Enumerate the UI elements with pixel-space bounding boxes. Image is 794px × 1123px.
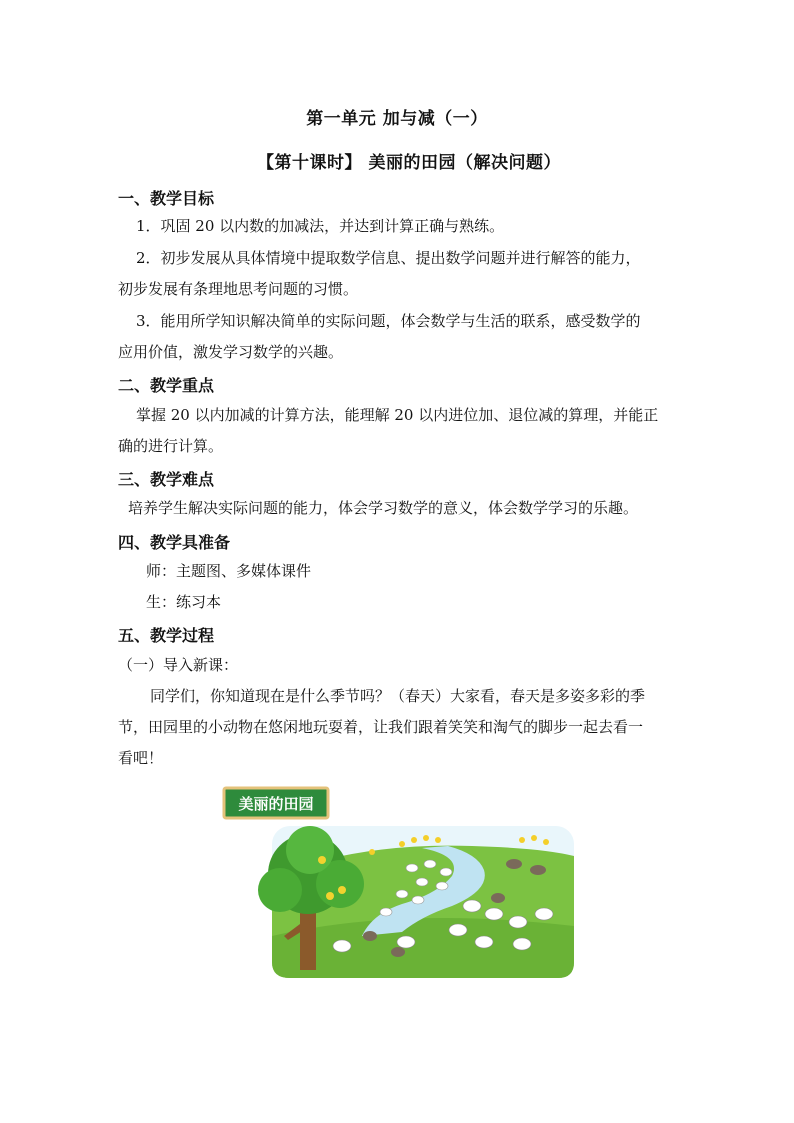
goals-heading: 一、教学目标	[118, 189, 215, 208]
goal-item-3-line1: 3．能用所学知识解决简单的实际问题，体会数学与生活的联系，感受数学的	[136, 312, 641, 330]
intro-paragraph-line2: 节，田园里的小动物在悠闲地玩耍着，让我们跟着笑笑和淘气的脚步一起去看一	[118, 718, 644, 736]
goal-item-2-line2: 初步发展有条理地思考问题的习惯。	[118, 280, 359, 298]
banner-text: 美丽的田园	[238, 795, 314, 813]
prep-teacher: 师：主题图、多媒体课件	[146, 562, 312, 580]
goal-item-2-line1: 2．初步发展从具体情境中提取数学信息、提出数学问题并进行解答的能力，	[136, 249, 641, 267]
process-heading: 五、教学过程	[118, 626, 215, 645]
prep-student: 生：练习本	[146, 593, 222, 611]
lesson-subtitle: 【第十课时】 美丽的田园（解决问题）	[257, 153, 561, 173]
farm-illustration	[222, 786, 578, 982]
farm-scene-svg	[222, 786, 578, 982]
intro-paragraph-line3: 看吧！	[118, 749, 164, 767]
key-heading: 二、教学重点	[118, 376, 215, 395]
goal-item-1: 1．巩固 20 以内数的加减法，并达到计算正确与熟练。	[136, 217, 505, 235]
prep-heading: 四、教学具准备	[118, 533, 231, 552]
goal-item-3-line2: 应用价值，激发学习数学的兴趣。	[118, 343, 344, 361]
process-sub1: （一）导入新课：	[118, 656, 239, 674]
difficult-line1: 培养学生解决实际问题的能力，体会学习数学的意义，体会数学学习的乐趣。	[128, 499, 639, 517]
banner	[224, 788, 328, 818]
intro-paragraph-line1: 同学们，你知道现在是什么季节吗？（春天）大家看，春天是多姿多彩的季	[150, 687, 646, 705]
difficult-heading: 三、教学难点	[118, 470, 215, 489]
key-line2: 确的进行计算。	[118, 437, 224, 455]
key-line1: 掌握 20 以内加减的计算方法，能理解 20 以内进位加、退位减的算理，并能正	[136, 406, 659, 424]
page-title: 第一单元 加与减（一）	[306, 109, 488, 129]
